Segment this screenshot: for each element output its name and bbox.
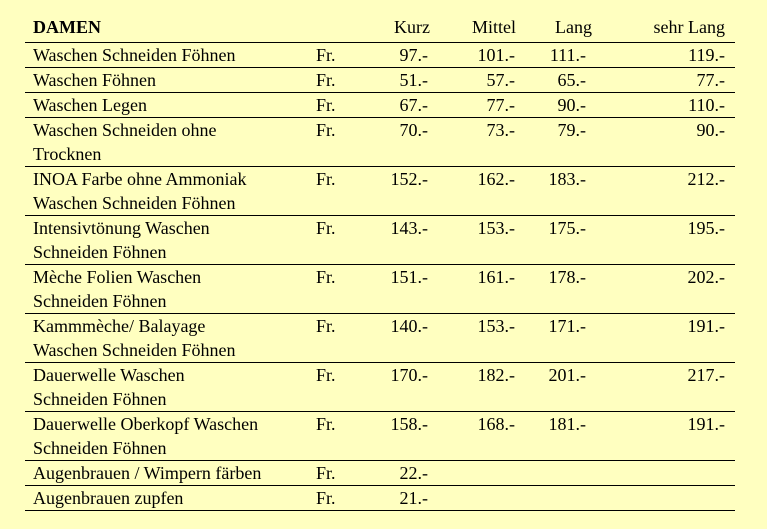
price-lang: 65.-: [528, 68, 616, 93]
price-sehr-lang: 195.-: [616, 216, 735, 265]
table-row: [25, 118, 735, 167]
price-sehr-lang: 212.-: [616, 167, 735, 216]
service-name-line1: Kammmèche/ Balayage: [33, 316, 206, 336]
price-lang: [528, 486, 616, 511]
service-name-line2: Waschen Schneiden Föhnen: [33, 340, 236, 360]
service-name-line1: Augenbrauen zupfen: [33, 488, 184, 508]
service-name-line1: Augenbrauen / Wimpern färben: [33, 463, 262, 483]
price-lang: 79.-: [528, 118, 616, 167]
table-row: [25, 461, 735, 486]
price-mittel: 182.-: [442, 363, 528, 412]
price-kurz: 143.-: [360, 216, 442, 265]
service-name: [25, 167, 310, 216]
price-kurz: 97.-: [360, 43, 442, 68]
service-name-line1: Dauerwelle Oberkopf Waschen: [33, 414, 259, 434]
header-row: [25, 15, 735, 43]
service-name-line2: Schneiden Föhnen: [33, 242, 167, 262]
price-lang: 183.-: [528, 167, 616, 216]
price-mittel: 101.-: [442, 43, 528, 68]
currency-cell: Fr.: [310, 314, 360, 363]
service-name: [25, 314, 310, 363]
price-mittel: 161.-: [442, 265, 528, 314]
service-name-line1: INOA Farbe ohne Ammoniak: [33, 169, 247, 189]
section-title: DAMEN: [25, 15, 310, 43]
column-header-lang: Lang: [528, 15, 616, 43]
service-name: [25, 461, 310, 486]
price-kurz: 70.-: [360, 118, 442, 167]
column-header-mittel: Mittel: [442, 15, 528, 43]
price-kurz: 21.-: [360, 486, 442, 511]
column-header-kurz: Kurz: [360, 15, 442, 43]
price-lang: 201.-: [528, 363, 616, 412]
service-name-line2: Schneiden Föhnen: [33, 438, 167, 458]
service-name-line2: Waschen Schneiden Föhnen: [33, 193, 236, 213]
currency-cell: Fr.: [310, 486, 360, 511]
price-sehr-lang: 119.-: [616, 43, 735, 68]
price-sehr-lang: [616, 486, 735, 511]
currency-cell: Fr.: [310, 363, 360, 412]
price-list: [25, 15, 735, 511]
service-name-line1: Waschen Schneiden ohne: [33, 120, 217, 140]
currency-cell: Fr.: [310, 412, 360, 461]
service-name-line1: Mèche Folien Waschen: [33, 267, 202, 287]
price-lang: [528, 461, 616, 486]
table-row: [25, 265, 735, 314]
service-name-line2: Schneiden Föhnen: [33, 291, 167, 311]
price-rows: [25, 43, 735, 511]
service-name-line1: Waschen Föhnen: [33, 70, 157, 90]
price-mittel: 73.-: [442, 118, 528, 167]
table-row: [25, 43, 735, 68]
service-name: [25, 363, 310, 412]
service-name-line1: Waschen Schneiden Föhnen: [33, 45, 236, 65]
price-mittel: 162.-: [442, 167, 528, 216]
price-sehr-lang: 77.-: [616, 68, 735, 93]
table-row: [25, 412, 735, 461]
table-row: [25, 68, 735, 93]
price-lang: 171.-: [528, 314, 616, 363]
price-mittel: 153.-: [442, 216, 528, 265]
table-row: [25, 167, 735, 216]
service-name: [25, 43, 310, 68]
service-name-line1: Intensivtönung Waschen: [33, 218, 210, 238]
price-mittel: 168.-: [442, 412, 528, 461]
price-mittel: [442, 461, 528, 486]
currency-cell: Fr.: [310, 265, 360, 314]
service-name-line2: Schneiden Föhnen: [33, 389, 167, 409]
currency-cell: Fr.: [310, 461, 360, 486]
table-row: [25, 314, 735, 363]
currency-cell: Fr.: [310, 68, 360, 93]
service-name: [25, 118, 310, 167]
price-mittel: 77.-: [442, 93, 528, 118]
table-row: [25, 363, 735, 412]
price-mittel: 153.-: [442, 314, 528, 363]
price-sehr-lang: 191.-: [616, 314, 735, 363]
currency-header: [310, 15, 360, 43]
price-kurz: 22.-: [360, 461, 442, 486]
price-mittel: [442, 486, 528, 511]
currency-cell: Fr.: [310, 167, 360, 216]
price-sehr-lang: 202.-: [616, 265, 735, 314]
price-lang: 111.-: [528, 43, 616, 68]
price-lang: 175.-: [528, 216, 616, 265]
currency-cell: Fr.: [310, 93, 360, 118]
service-name: [25, 216, 310, 265]
table-row: [25, 93, 735, 118]
price-kurz: 151.-: [360, 265, 442, 314]
currency-cell: Fr.: [310, 216, 360, 265]
price-sehr-lang: 110.-: [616, 93, 735, 118]
price-kurz: 152.-: [360, 167, 442, 216]
price-sehr-lang: [616, 461, 735, 486]
currency-cell: Fr.: [310, 43, 360, 68]
service-name: [25, 486, 310, 511]
price-sehr-lang: 191.-: [616, 412, 735, 461]
price-kurz: 140.-: [360, 314, 442, 363]
price-lang: 178.-: [528, 265, 616, 314]
table-row: [25, 216, 735, 265]
service-name-line1: Dauerwelle Waschen: [33, 365, 185, 385]
service-name: [25, 265, 310, 314]
service-name: [25, 68, 310, 93]
price-sehr-lang: 90.-: [616, 118, 735, 167]
price-lang: 90.-: [528, 93, 616, 118]
price-kurz: 158.-: [360, 412, 442, 461]
service-name: [25, 93, 310, 118]
column-header-sehr-lang: sehr Lang: [616, 15, 735, 43]
service-name-line2: Trocknen: [33, 144, 102, 164]
price-table: [25, 15, 735, 511]
currency-cell: Fr.: [310, 118, 360, 167]
price-sehr-lang: 217.-: [616, 363, 735, 412]
service-name-line1: Waschen Legen: [33, 95, 147, 115]
table-row: [25, 486, 735, 511]
price-kurz: 51.-: [360, 68, 442, 93]
price-lang: 181.-: [528, 412, 616, 461]
price-kurz: 67.-: [360, 93, 442, 118]
service-name: [25, 412, 310, 461]
price-mittel: 57.-: [442, 68, 528, 93]
price-kurz: 170.-: [360, 363, 442, 412]
